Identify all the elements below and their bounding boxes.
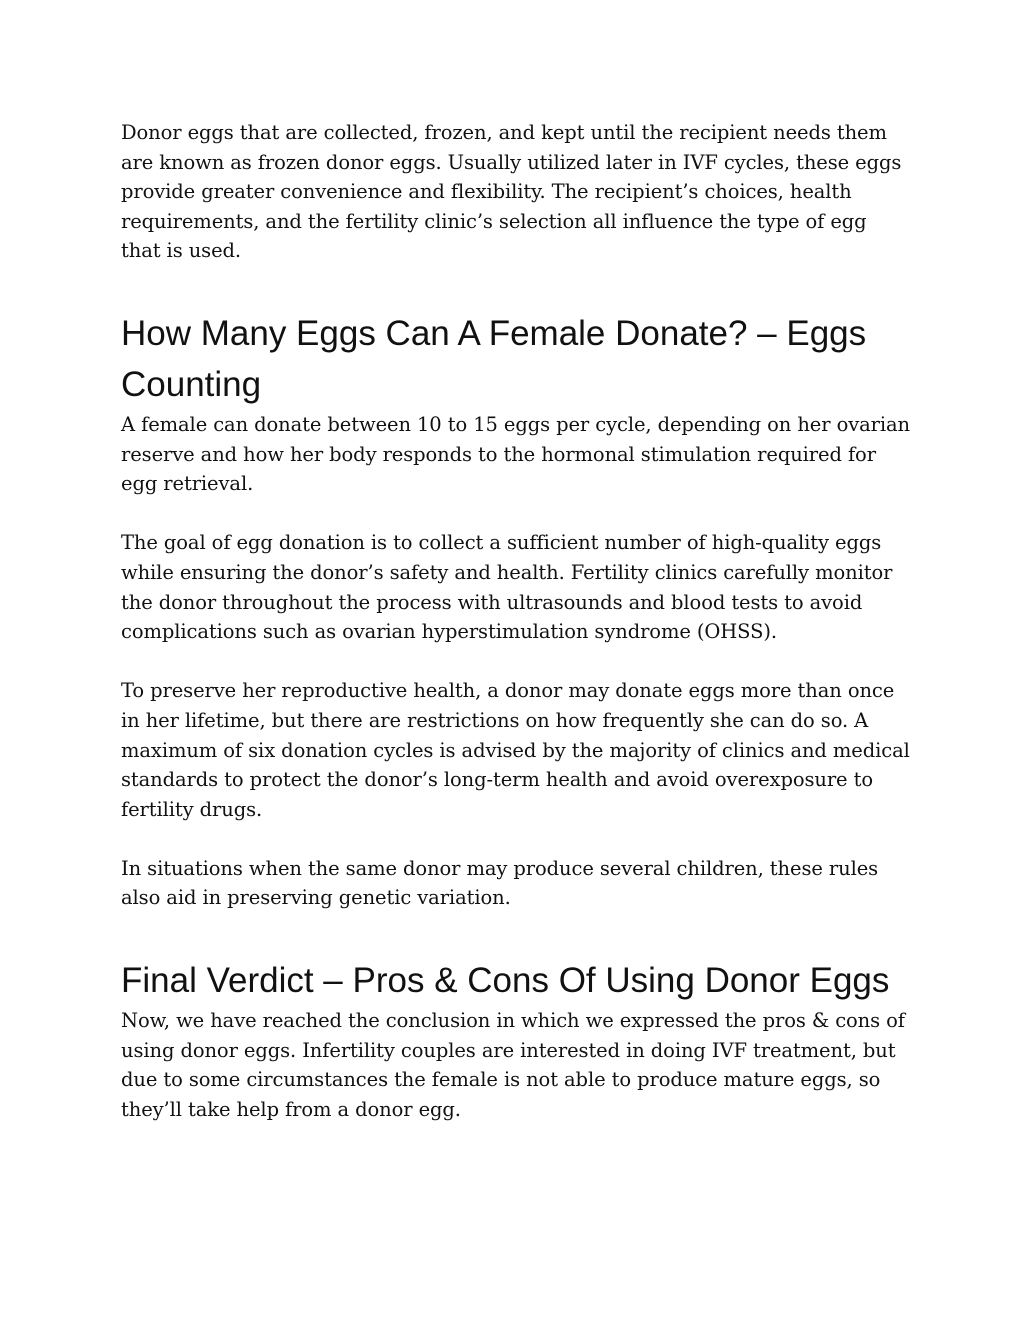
paragraph: A female can donate between 10 to 15 eggs per cycle, depending on her ovarian reserve and how her body responds to the hormonal stimulation required for egg retrieval. [121,412,910,496]
paragraph: To preserve her reproductive health, a donor may donate eggs more than once in her lifetime, but there are restrictions on how frequently she can do so. A maximum of six donation cycles is advised by the majority of clinics and medical standards to protect the donor’s long-term health and avoid overexposure to fertility drugs. [121,679,910,821]
section-heading-eggs-counting: How Many Eggs Can A Female Donate? – Eggs Counting [121,313,867,404]
paragraph: The goal of egg donation is to collect a sufficient number of high-quality eggs while ensuring the donor’s safety and health. Fertility clinics carefully monitor the donor throughout the process with ultrasounds and blood tests to avoid complications such as ovarian hyperstimulation syndrome (OHSS). [121,531,893,644]
paragraph: In situations when the same donor may produce several children, these rules also aid in preserving genetic variation. [121,856,879,910]
paragraph: Now, we have reached the conclusion in which we expressed the pros & cons of using donor eggs. Infertility couples are interested in doing IVF treatment, but due to some circumstances the female is not able to produce mature eggs, so they’ll take help from a donor egg. [121,1009,905,1121]
intro-paragraph: Donor eggs that are collected, frozen, and kept until the recipient needs them are known as frozen donor eggs. Usually utilized later in IVF cycles, these eggs provide greater convenience and flexibility. The recipient’s choices, health requirements, and the fertility clinic’s selection all influence the type of egg that is used. [121,121,902,263]
document-page [121,118,911,1124]
section-heading-final-verdict: Final Verdict – Pros & Cons Of Using Donor Eggs [121,961,890,1001]
